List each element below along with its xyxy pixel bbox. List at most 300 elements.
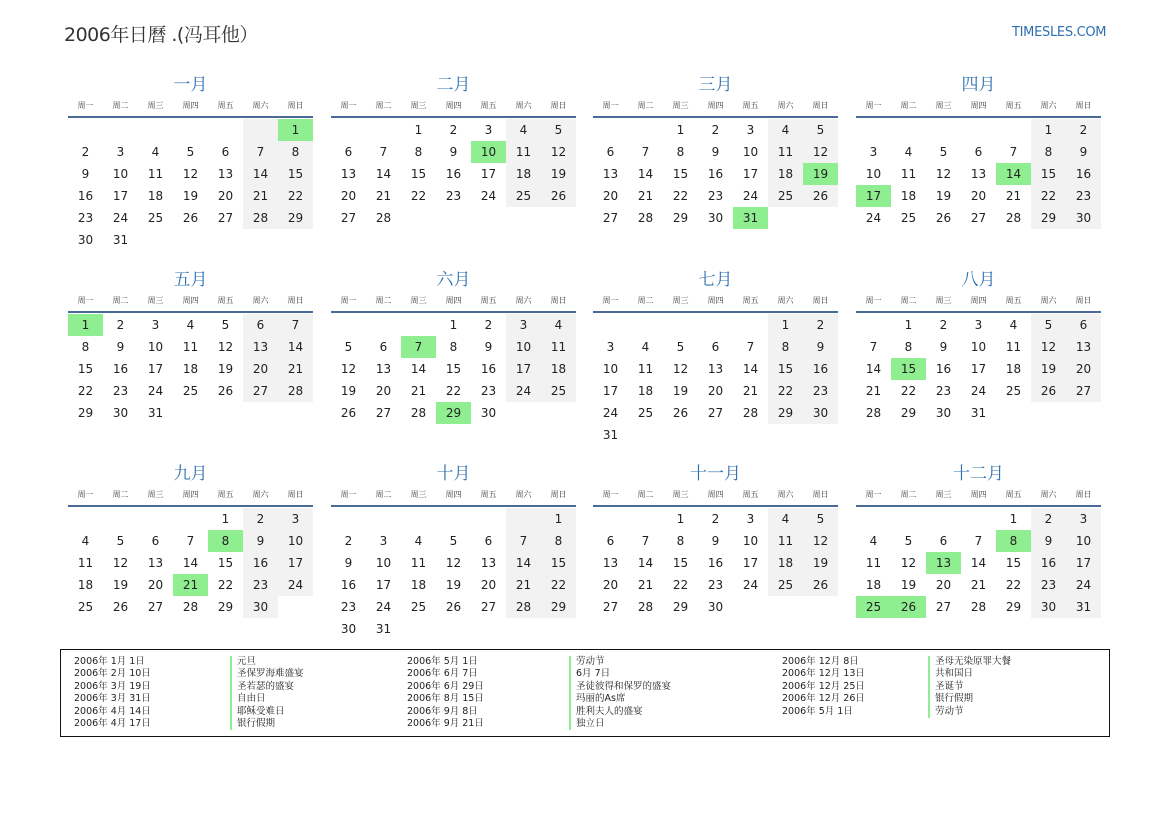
day-cell: 3: [1066, 508, 1101, 530]
day-cell: 10: [375, 556, 392, 570]
day-cell: 7: [974, 534, 983, 548]
empty-day-cell: [961, 508, 996, 530]
day-cell: 29: [768, 402, 803, 424]
day-cell: 13: [707, 362, 724, 376]
day-cell: 7: [746, 340, 755, 354]
holiday-day-cell: 8: [208, 530, 243, 552]
day-cell: 3: [746, 512, 755, 526]
day-cell: 17: [278, 552, 313, 574]
month-name: 三月: [698, 75, 733, 95]
day-cell: 18: [77, 578, 94, 592]
day-cell: 2: [939, 318, 948, 332]
month-block: [593, 463, 838, 618]
holiday-date: 2006年 12月 8日: [782, 656, 859, 667]
day-cell: 12: [445, 556, 462, 570]
empty-day-cell: [331, 119, 366, 141]
day-cell: 5: [803, 119, 838, 141]
day-cell: 19: [900, 578, 917, 592]
days-grid: [68, 508, 313, 618]
day-cell: 16: [707, 556, 724, 570]
day-cell: 15: [410, 167, 427, 181]
month-name: 八月: [961, 270, 996, 290]
day-cell: 30: [1066, 207, 1101, 229]
day-cell: 10: [742, 534, 759, 548]
day-cell: 12: [541, 141, 576, 163]
day-cell: 31: [970, 406, 987, 420]
day-cell: 5: [449, 534, 458, 548]
day-cell: 17: [742, 556, 759, 570]
holiday-name: 元旦: [230, 656, 304, 668]
weekday-label: 周二: [112, 101, 129, 110]
day-cell: 18: [900, 189, 917, 203]
weekday-label: 周三: [410, 490, 427, 499]
holiday-date: 2006年 5月 1日: [407, 656, 478, 667]
day-cell: 23: [803, 380, 838, 402]
day-cell: 11: [77, 556, 94, 570]
day-cell: 20: [1066, 358, 1101, 380]
empty-day-cell: [856, 119, 891, 141]
day-cell: 31: [147, 406, 164, 420]
day-cell: 3: [606, 340, 615, 354]
day-cell: 17: [970, 362, 987, 376]
empty-day-cell: [663, 314, 698, 336]
weekday-label: 周日: [287, 296, 304, 305]
day-cell: 13: [480, 556, 497, 570]
days-grid: [68, 314, 313, 424]
day-cell: 20: [147, 578, 164, 592]
empty-day-cell: [506, 508, 541, 530]
weekday-label: 周二: [637, 296, 654, 305]
empty-day-cell: [471, 508, 506, 530]
weekday-label: 周四: [182, 296, 199, 305]
weekday-label: 周五: [217, 101, 234, 110]
day-cell: 3: [484, 123, 493, 137]
day-cell: 16: [112, 362, 129, 376]
day-cell: 17: [112, 189, 129, 203]
weekday-label: 周四: [707, 296, 724, 305]
day-cell: 5: [116, 534, 125, 548]
holiday-day-cell: 1: [68, 314, 103, 336]
empty-day-cell: [593, 119, 628, 141]
day-cell: 5: [803, 508, 838, 530]
day-cell: 28: [506, 596, 541, 618]
day-cell: 9: [449, 145, 458, 159]
day-cell: 9: [1066, 141, 1101, 163]
day-cell: 27: [375, 406, 392, 420]
days-grid: [856, 119, 1101, 229]
day-cell: 30: [935, 406, 952, 420]
weekday-label: 周五: [742, 101, 759, 110]
empty-day-cell: [103, 119, 138, 141]
day-cell: 21: [410, 384, 427, 398]
weekday-header: [68, 485, 313, 507]
day-cell: 1: [676, 512, 685, 526]
day-cell: 27: [970, 211, 987, 225]
weekday-label: 周四: [970, 296, 987, 305]
day-cell: 11: [541, 336, 576, 358]
empty-day-cell: [366, 314, 401, 336]
day-cell: 15: [672, 167, 689, 181]
weekday-label: 周一: [340, 490, 357, 499]
weekday-label: 周四: [707, 490, 724, 499]
day-cell: 13: [1066, 336, 1101, 358]
weekday-label: 周四: [445, 296, 462, 305]
day-cell: 12: [803, 141, 838, 163]
day-cell: 21: [1005, 189, 1022, 203]
weekday-header: [331, 96, 576, 118]
weekday-label: 周五: [1005, 490, 1022, 499]
day-cell: 14: [506, 552, 541, 574]
day-cell: 13: [970, 167, 987, 181]
weekday-header: [331, 485, 576, 507]
weekday-label: 周日: [812, 101, 829, 110]
weekday-label: 周六: [515, 490, 532, 499]
weekday-label: 周日: [550, 296, 567, 305]
day-cell: 11: [506, 141, 541, 163]
holiday-day-cell: 29: [436, 402, 471, 424]
day-cell: 4: [869, 534, 878, 548]
weekday-label: 周四: [445, 490, 462, 499]
weekday-label: 周日: [1075, 296, 1092, 305]
day-cell: 23: [1031, 574, 1066, 596]
weekday-label: 周四: [445, 101, 462, 110]
day-cell: 6: [606, 145, 615, 159]
empty-day-cell: [593, 314, 628, 336]
weekday-label: 周日: [550, 490, 567, 499]
day-cell: 29: [672, 600, 689, 614]
day-cell: 10: [602, 362, 619, 376]
day-cell: 21: [506, 574, 541, 596]
day-cell: 14: [970, 556, 987, 570]
day-cell: 28: [865, 406, 882, 420]
day-cell: 16: [340, 578, 357, 592]
day-cell: 18: [182, 362, 199, 376]
weekday-label: 周五: [217, 490, 234, 499]
day-cell: 11: [900, 167, 917, 181]
weekday-label: 周二: [637, 101, 654, 110]
weekday-label: 周三: [672, 490, 689, 499]
day-cell: 24: [602, 406, 619, 420]
empty-day-cell: [856, 508, 891, 530]
day-cell: 17: [602, 384, 619, 398]
month-name: 七月: [698, 270, 733, 290]
day-cell: 6: [151, 534, 160, 548]
empty-day-cell: [628, 119, 663, 141]
day-cell: 27: [1066, 380, 1101, 402]
holiday-day-cell: 7: [401, 336, 436, 358]
day-cell: 23: [707, 189, 724, 203]
holiday-name: 共和国日: [928, 668, 1011, 680]
holiday-name: 耶稣受难日: [230, 706, 304, 718]
day-cell: 12: [900, 556, 917, 570]
weekday-label: 周三: [147, 296, 164, 305]
day-cell: 12: [340, 362, 357, 376]
day-cell: 15: [541, 552, 576, 574]
day-cell: 23: [707, 578, 724, 592]
empty-day-cell: [68, 119, 103, 141]
holiday-dates-col-2: [407, 656, 484, 730]
day-cell: 11: [147, 167, 164, 181]
weekday-label: 周一: [340, 101, 357, 110]
weekday-label: 周四: [970, 490, 987, 499]
weekday-header: [68, 291, 313, 313]
day-cell: 24: [480, 189, 497, 203]
day-cell: 26: [803, 574, 838, 596]
empty-day-cell: [331, 508, 366, 530]
holiday-name: 6月 7日: [569, 668, 671, 680]
empty-day-cell: [436, 508, 471, 530]
day-cell: 7: [278, 314, 313, 336]
site-link[interactable]: TIMESLES.COM: [1012, 25, 1107, 40]
empty-day-cell: [331, 314, 366, 336]
day-cell: 23: [445, 189, 462, 203]
day-cell: 4: [768, 508, 803, 530]
weekday-label: 周二: [112, 296, 129, 305]
day-cell: 16: [480, 362, 497, 376]
day-cell: 26: [182, 211, 199, 225]
day-cell: 14: [865, 362, 882, 376]
day-cell: 23: [1066, 185, 1101, 207]
day-cell: 20: [602, 578, 619, 592]
day-cell: 12: [112, 556, 129, 570]
day-cell: 21: [375, 189, 392, 203]
day-cell: 9: [243, 530, 278, 552]
month-name: 二月: [436, 75, 471, 95]
day-cell: 8: [768, 336, 803, 358]
holiday-day-cell: 26: [891, 596, 926, 618]
day-cell: 15: [1031, 163, 1066, 185]
month-block: [331, 463, 576, 640]
holiday-date: 2006年 12月 13日: [782, 668, 865, 680]
holiday-names-col-3: [928, 656, 1011, 718]
day-cell: 12: [803, 530, 838, 552]
day-cell: 19: [541, 163, 576, 185]
day-cell: 17: [1066, 552, 1101, 574]
day-cell: 26: [340, 406, 357, 420]
month-name: 六月: [436, 270, 471, 290]
weekday-label: 周五: [480, 490, 497, 499]
day-cell: 7: [379, 145, 388, 159]
day-cell: 14: [278, 336, 313, 358]
weekday-label: 周三: [935, 101, 952, 110]
month-name: 九月: [173, 464, 208, 484]
weekday-label: 周日: [1075, 490, 1092, 499]
weekday-label: 周一: [865, 101, 882, 110]
day-cell: 18: [865, 578, 882, 592]
day-cell: 24: [742, 189, 759, 203]
holiday-name: 圣保罗海难盛宴: [230, 668, 304, 680]
month-block: [593, 269, 838, 446]
day-cell: 5: [939, 145, 948, 159]
day-cell: 22: [410, 189, 427, 203]
day-cell: 5: [344, 340, 353, 354]
day-cell: 26: [112, 600, 129, 614]
day-cell: 28: [182, 600, 199, 614]
day-cell: 7: [1009, 145, 1018, 159]
day-cell: 1: [904, 318, 913, 332]
day-cell: 9: [711, 534, 720, 548]
day-cell: 30: [803, 402, 838, 424]
empty-day-cell: [401, 508, 436, 530]
day-cell: 22: [541, 574, 576, 596]
day-cell: 29: [541, 596, 576, 618]
day-cell: 24: [506, 380, 541, 402]
day-cell: 25: [410, 600, 427, 614]
holiday-date: 2006年 4月 14日: [74, 705, 151, 717]
holiday-day-cell: 31: [733, 207, 768, 229]
day-cell: 14: [410, 362, 427, 376]
weekday-header: [593, 485, 838, 507]
day-cell: 30: [77, 233, 94, 247]
day-cell: 8: [449, 340, 458, 354]
day-cell: 18: [1005, 362, 1022, 376]
day-cell: 1: [1031, 119, 1066, 141]
holiday-date: 2006年 1月 1日: [74, 656, 145, 667]
holiday-date: 2006年 9月 21日: [407, 718, 484, 730]
day-cell: 24: [147, 384, 164, 398]
day-cell: 13: [147, 556, 164, 570]
day-cell: 2: [243, 508, 278, 530]
holiday-name: 银行假期: [928, 693, 1011, 705]
holiday-name: 圣若瑟的盛宴: [230, 681, 304, 693]
day-cell: 25: [147, 211, 164, 225]
day-cell: 3: [974, 318, 983, 332]
day-cell: 11: [865, 556, 882, 570]
day-cell: 5: [186, 145, 195, 159]
weekday-label: 周一: [602, 296, 619, 305]
day-cell: 26: [1031, 380, 1066, 402]
day-cell: 26: [935, 211, 952, 225]
day-cell: 14: [375, 167, 392, 181]
day-cell: 27: [602, 211, 619, 225]
day-cell: 15: [445, 362, 462, 376]
day-cell: 16: [445, 167, 462, 181]
day-cell: 28: [375, 211, 392, 225]
weekday-label: 周三: [147, 490, 164, 499]
weekday-label: 周三: [935, 296, 952, 305]
day-cell: 26: [672, 406, 689, 420]
day-cell: 25: [77, 600, 94, 614]
weekday-label: 周五: [1005, 296, 1022, 305]
day-cell: 27: [602, 600, 619, 614]
day-cell: 24: [742, 578, 759, 592]
weekday-label: 周五: [217, 296, 234, 305]
day-cell: 13: [602, 167, 619, 181]
day-cell: 23: [112, 384, 129, 398]
day-cell: 21: [970, 578, 987, 592]
day-cell: 4: [81, 534, 90, 548]
day-cell: 22: [217, 578, 234, 592]
weekday-header: [856, 96, 1101, 118]
day-cell: 25: [541, 380, 576, 402]
day-cell: 21: [278, 358, 313, 380]
month-block: [856, 269, 1101, 424]
day-cell: 18: [410, 578, 427, 592]
weekday-label: 周三: [935, 490, 952, 499]
day-cell: 2: [711, 512, 720, 526]
holiday-day-cell: 13: [926, 552, 961, 574]
day-cell: 17: [506, 358, 541, 380]
day-cell: 29: [77, 406, 94, 420]
month-name: 十二月: [953, 464, 1004, 484]
day-cell: 14: [243, 163, 278, 185]
holiday-name: 圣诞节: [928, 681, 1011, 693]
month-name: 十月: [436, 464, 471, 484]
holiday-day-cell: 10: [471, 141, 506, 163]
day-cell: 22: [672, 578, 689, 592]
days-grid: [331, 508, 576, 640]
empty-day-cell: [628, 314, 663, 336]
day-cell: 3: [278, 508, 313, 530]
day-cell: 25: [506, 185, 541, 207]
day-cell: 16: [1031, 552, 1066, 574]
day-cell: 11: [410, 556, 427, 570]
holiday-date: 2006年 6月 7日: [407, 668, 478, 680]
day-cell: 10: [865, 167, 882, 181]
day-cell: 10: [112, 167, 129, 181]
empty-day-cell: [926, 508, 961, 530]
weekday-label: 周三: [410, 296, 427, 305]
day-cell: 2: [1031, 508, 1066, 530]
day-cell: 24: [970, 384, 987, 398]
day-cell: 27: [147, 600, 164, 614]
day-cell: 17: [147, 362, 164, 376]
day-cell: 12: [217, 340, 234, 354]
weekday-label: 周日: [812, 490, 829, 499]
day-cell: 1: [1009, 512, 1018, 526]
weekday-label: 周一: [77, 101, 94, 110]
month-block: [68, 269, 313, 424]
day-cell: 27: [243, 380, 278, 402]
day-cell: 28: [970, 600, 987, 614]
weekday-label: 周一: [602, 490, 619, 499]
month-block: [68, 463, 313, 618]
day-cell: 26: [445, 600, 462, 614]
day-cell: 30: [480, 406, 497, 420]
day-cell: 29: [217, 600, 234, 614]
day-cell: 23: [77, 211, 94, 225]
day-cell: 30: [340, 622, 357, 636]
holiday-name: 自由日: [230, 693, 304, 705]
day-cell: 4: [541, 314, 576, 336]
day-cell: 20: [217, 189, 234, 203]
day-cell: 20: [243, 358, 278, 380]
weekday-label: 周二: [112, 490, 129, 499]
empty-day-cell: [628, 508, 663, 530]
day-cell: 22: [1031, 185, 1066, 207]
day-cell: 21: [637, 189, 654, 203]
day-cell: 14: [182, 556, 199, 570]
day-cell: 18: [147, 189, 164, 203]
day-cell: 4: [186, 318, 195, 332]
day-cell: 15: [768, 358, 803, 380]
day-cell: 30: [707, 211, 724, 225]
weekday-label: 周二: [637, 490, 654, 499]
weekday-label: 周五: [480, 101, 497, 110]
weekday-label: 周四: [707, 101, 724, 110]
day-cell: 4: [768, 119, 803, 141]
holiday-day-cell: 19: [803, 163, 838, 185]
day-cell: 26: [217, 384, 234, 398]
weekday-header: [331, 291, 576, 313]
day-cell: 22: [77, 384, 94, 398]
day-cell: 14: [637, 556, 654, 570]
day-cell: 24: [375, 600, 392, 614]
day-cell: 31: [375, 622, 392, 636]
day-cell: 3: [151, 318, 160, 332]
day-cell: 31: [112, 233, 129, 247]
holiday-name: 圣徒彼得和保罗的盛宴: [569, 681, 671, 693]
